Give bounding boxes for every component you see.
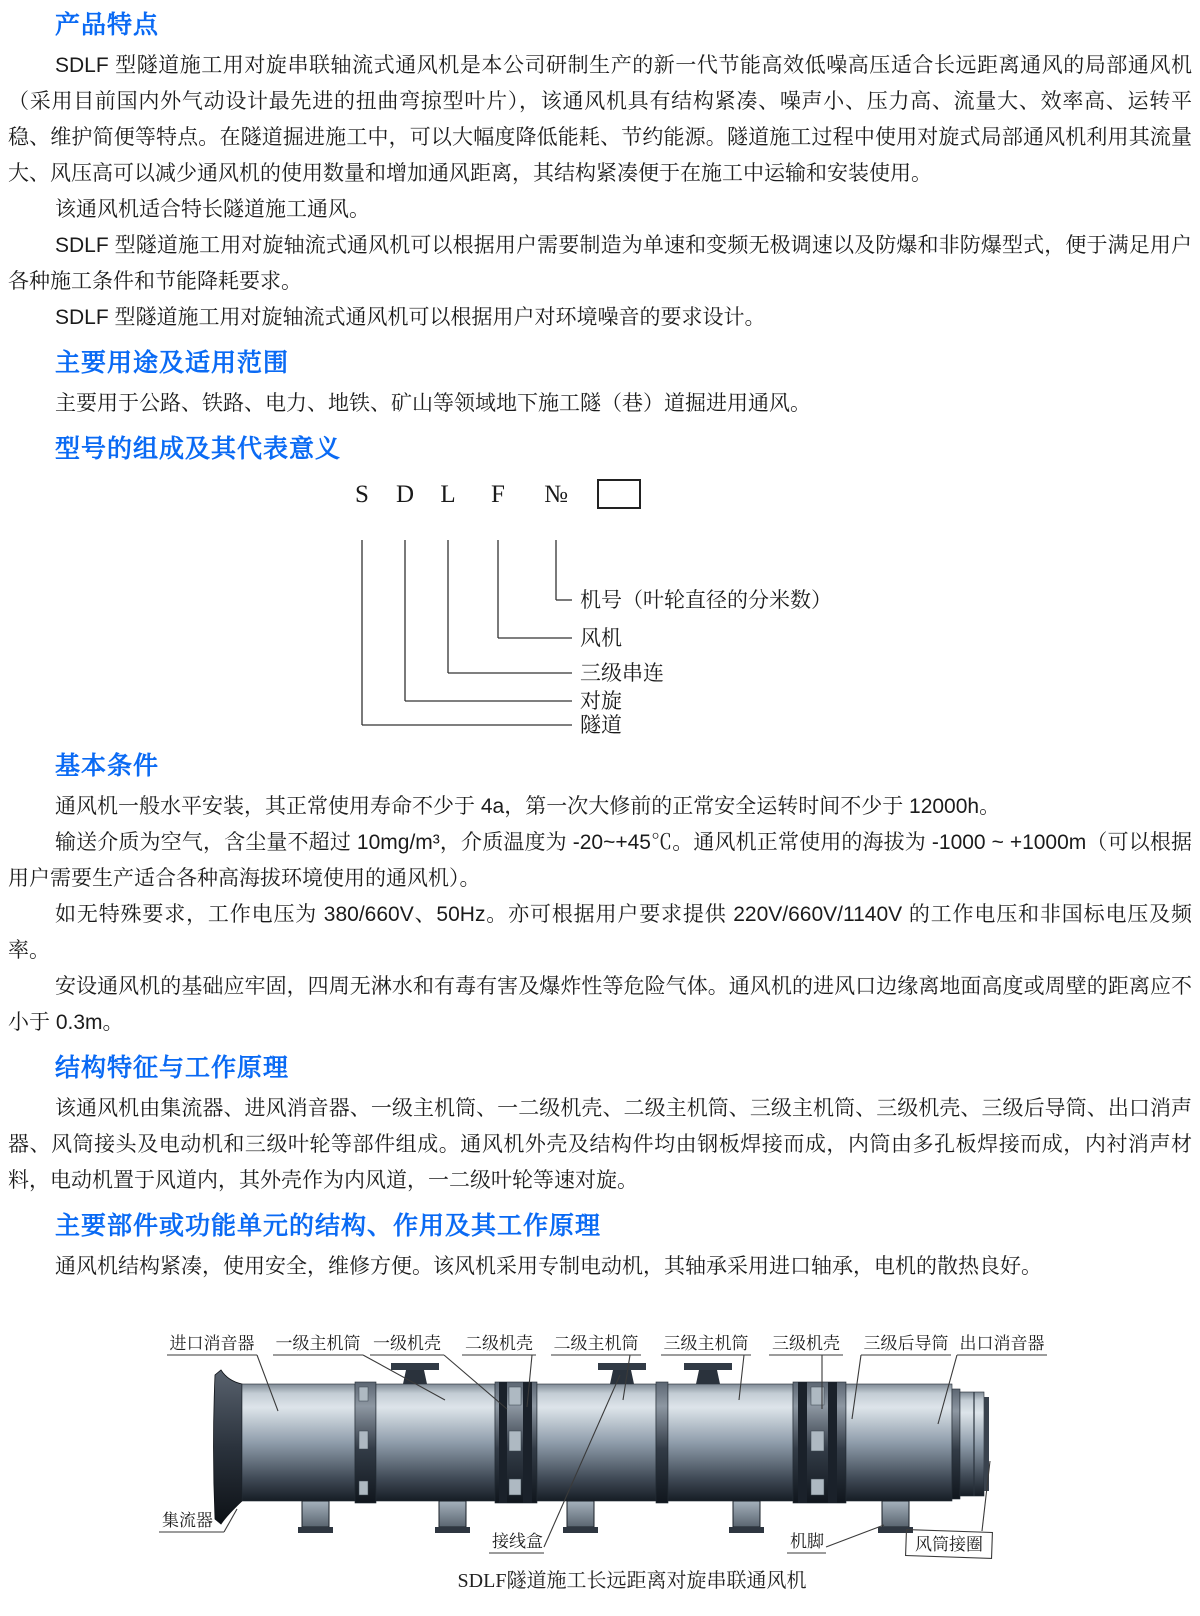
conditions-paragraph-3: 如无特殊要求，工作电压为 380/660V、50Hz。亦可根据用户要求提供 220V/660V/1140V 的工作电压和非国标电压及频率。 [8,903,1192,962]
fan-label-foot: 机脚 [790,1532,824,1551]
model-letters [355,481,568,508]
components-paragraph: 通风机结构紧凑，使用安全，维修方便。该风机采用专制电动机，其轴承采用进口轴承，电机的散热良好。 [55,1255,1042,1278]
model-letter-s: S [355,481,369,508]
fan-illustration [134,1319,1084,1611]
model-label-tunnel: 隧道 [580,713,622,737]
section-heading-conditions: 基本条件 [55,752,160,780]
fan-junction-box-3 [684,1363,732,1384]
model-letter-f: F [491,481,505,508]
fan-label-inlet-silencer: 进口消音器 [169,1334,255,1353]
fan-label-stage3-casing: 三级主机筒 [663,1334,749,1353]
fan-junction-box-1 [391,1363,439,1384]
fan-duct-collar [960,1392,984,1496]
structure-paragraph: 该通风机由集流器、进风消音器、一级主机筒、一二级机壳、二级主机筒、三级主机筒、三级机壳、三级后导筒、出口消声器、风筒接头及电动机和三级叶轮等部件组成。通风机外壳及结构件均由钢板焊接而成，内筒由多孔板焊接而成，内衬消声材料，电动机置于风道内，其外壳作为内风道，一二级叶轮等速对旋。 [8,1097,1192,1192]
conditions-paragraph-4: 安设通风机的基础应牢固，四周无淋水和有毒有害及爆炸性等危险气体。通风机的进风口边缘离地面高度或周壁的距离应不小于 0.3m。 [8,975,1192,1034]
fan-segment-outlet-silencer [846,1384,952,1501]
section-heading-model: 型号的组成及其代表意义 [55,435,342,463]
features-paragraph-3: SDLF 型隧道施工用对旋轴流式通风机可以根据用户需要制造为单速和变频无极调速以及防爆和非防爆型式，便于满足用户各种施工条件和节能降耗要求。 [8,234,1192,293]
section-heading-components: 主要部件或功能单元的结构、作用及其工作原理 [55,1212,602,1240]
fan-caption: SDLF隧道施工长远距离对旋串联通风机 [457,1570,807,1592]
fan-segment-stage1 [376,1384,495,1501]
features-paragraph-1: SDLF 型隧道施工用对旋串联轴流式通风机是本公司研制生产的新一代节能高效低噪高压适合长远距离通风的局部通风机（采用目前国内外气动设计最先进的扭曲弯掠型叶片），该通风机具有结构紧凑、噪声小、压力高、流量大、效率高、运转平稳、维护简便等特点。在隧道掘进施工中，可以大幅度降低能耗、节约能源。隧道施工过程中使用对旋式局部通风机利用其流量大、风压高可以减少通风机的使用数量和增加通风距离，其结构紧凑便于在施工中运输和安装使用。 [8,54,1192,185]
model-number-box [598,480,640,508]
fan-segment-inlet-silencer [242,1384,355,1501]
conditions-paragraph-1: 通风机一般水平安装，其正常使用寿命不少于 4a，第一次大修前的正常安全运转时间不少于 12000h。 [55,795,1001,818]
fan-inlet-flare [214,1370,243,1524]
model-label-stages: 三级串连 [580,661,664,685]
fan-feet [298,1501,913,1533]
model-label-number: 机号（叶轮直径的分米数） [580,588,832,612]
fan-junction-box-2 [598,1363,646,1384]
fan-illustration-wrap [134,1319,1192,1616]
fan-label-stage1-casing: 一级主机筒 [275,1334,361,1353]
model-code-diagram [326,472,986,737]
fan-label-terminal-box: 接线盒 [492,1532,543,1551]
fan-label-outlet-silencer: 出口消音器 [959,1334,1045,1353]
model-letter-l: L [440,481,456,508]
features-paragraph-2: 该通风机适合特长隧道施工通风。 [55,198,370,221]
section-heading-usage: 主要用途及适用范围 [55,349,290,377]
model-labels [580,588,832,737]
fan-outlet-ring [952,1389,960,1499]
fan-label-rear-guide: 三级后导筒 [863,1334,949,1353]
model-code-diagram-wrap [326,472,1192,739]
section-heading-features: 产品特点 [55,11,160,39]
fan-label-stage1-shell: 一级机壳 [373,1334,441,1353]
model-label-fan: 风机 [580,626,622,650]
section-heading-structure: 结构特征与工作原理 [55,1054,290,1082]
conditions-paragraph-2: 输送介质为空气，含尘量不超过 10mg/m³，介质温度为 -20~+45℃。通风机正常使用的海拔为 -1000 ~ +1000m（可以根据用户需要生产适合各种高海拔环境使用的通风机）。 [8,831,1192,890]
fan-machine [214,1363,990,1533]
fan-joint-3 [656,1382,668,1503]
fan-segment-stage3 [668,1384,793,1501]
features-paragraph-4: SDLF 型隧道施工用对旋轴流式通风机可以根据用户对环境噪音的要求设计。 [55,306,766,329]
fan-label-collector: 集流器 [162,1511,213,1530]
fan-label-stage2-casing: 二级主机筒 [553,1334,639,1353]
usage-paragraph: 主要用于公路、铁路、电力、地铁、矿山等领域地下施工隧（巷）道掘进用通风。 [55,392,811,415]
model-leader-lines [362,540,572,725]
fan-segment-stage2 [537,1384,656,1501]
model-letter-no: № [544,481,568,508]
fan-label-stage3-shell: 三级机壳 [772,1334,840,1353]
model-label-contra: 对旋 [580,689,622,713]
model-letter-d: D [395,481,415,508]
fan-label-stage2-shell: 二级机壳 [465,1334,533,1353]
fan-label-duct-ring: 风筒接圈 [915,1535,983,1554]
